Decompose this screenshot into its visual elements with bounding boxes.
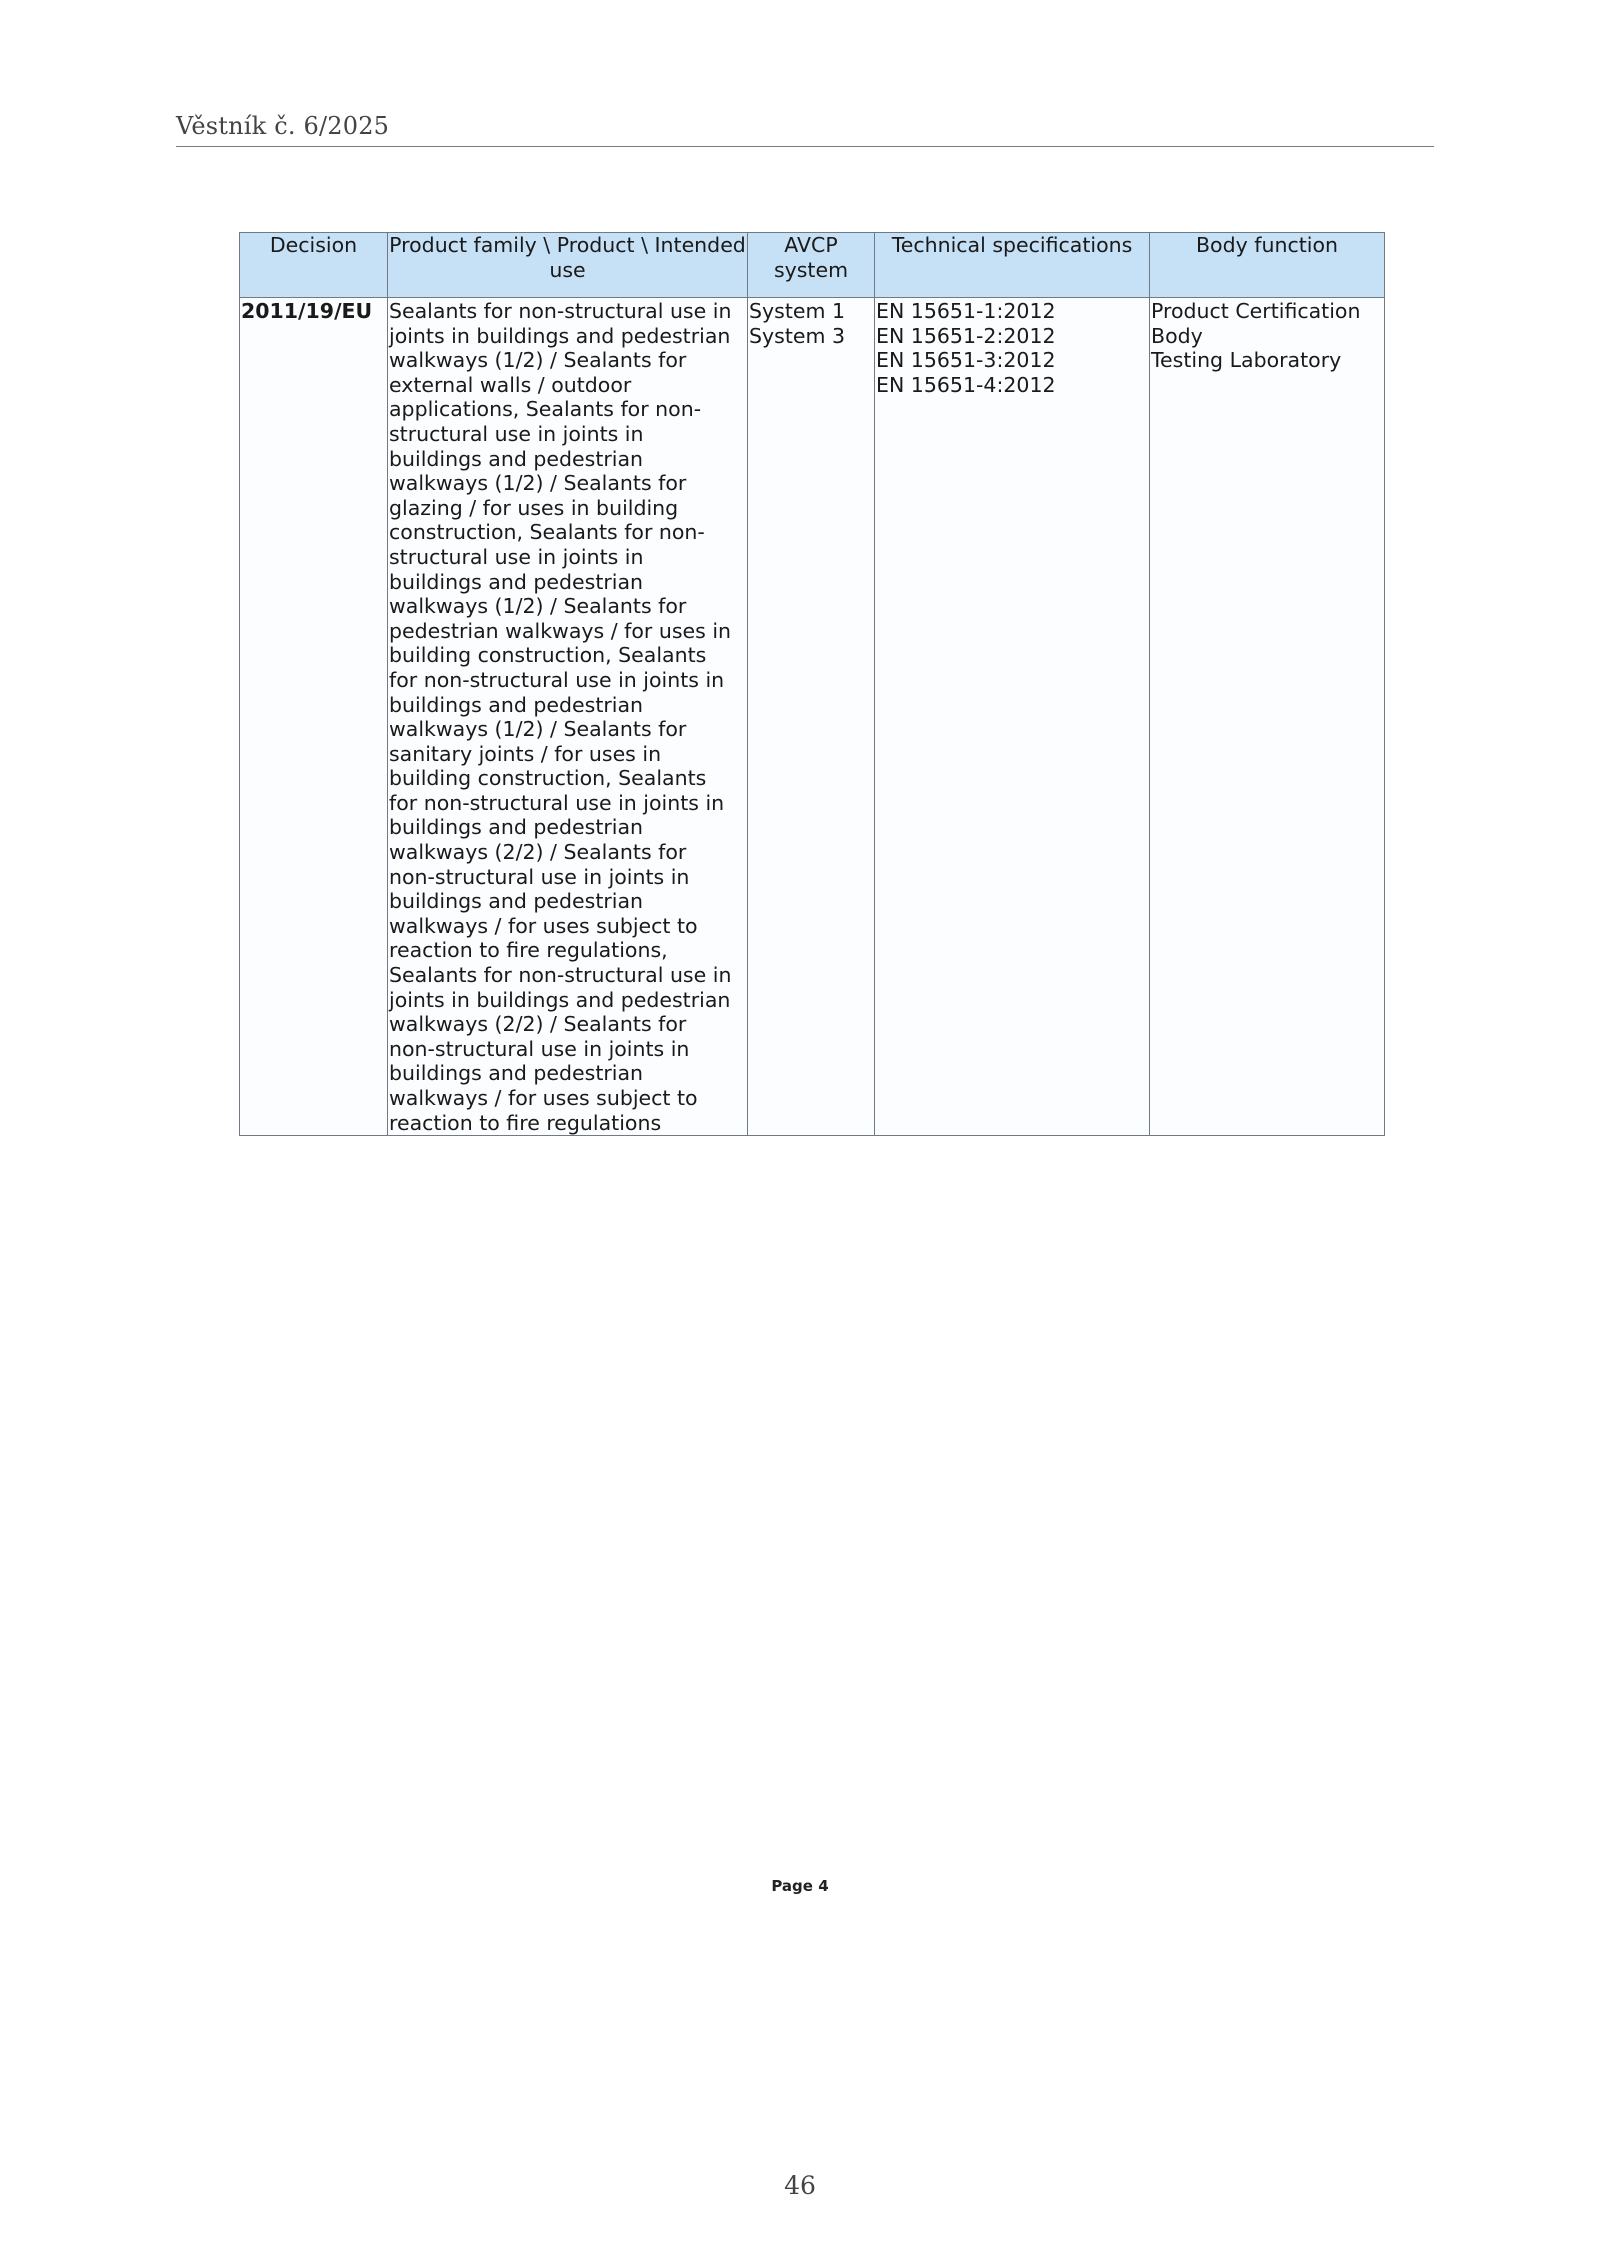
product-text-line: structural use in joints in xyxy=(389,544,644,569)
column-header-decision: Decision xyxy=(240,233,388,298)
specification-line: EN 15651-3:2012 xyxy=(876,348,1056,373)
product-text-line: walkways (1/2) / Sealants for xyxy=(389,348,687,373)
product-text-line: buildings and pedestrian xyxy=(389,889,644,914)
product-text-line: walkways (1/2) / Sealants for xyxy=(389,471,687,496)
product-text-line: walkways / for uses subject to xyxy=(389,1086,698,1110)
header-rule xyxy=(176,146,1434,147)
specification-line: EN 15651-1:2012 xyxy=(876,299,1056,323)
running-header: Věstník č. 6/2025 xyxy=(176,112,390,140)
product-text-line: reaction to fire regulations xyxy=(389,1110,662,1135)
product-text-line: building construction, Sealants xyxy=(389,643,707,668)
product-text-line: for non-structural use in joints in xyxy=(389,790,725,815)
product-text-line: reaction to fire regulations, xyxy=(389,938,668,963)
avcp-system-line: System 3 xyxy=(749,323,846,348)
column-header-body-function: Body function xyxy=(1150,233,1385,298)
table-header-row xyxy=(240,233,1385,298)
avcp-system-line: System 1 xyxy=(749,299,846,323)
product-text-line: buildings and pedestrian xyxy=(389,446,644,471)
product-text-line: walkways (2/2) / Sealants for xyxy=(389,840,687,865)
product-text-line: buildings and pedestrian xyxy=(389,815,644,840)
product-text-line: walkways (1/2) / Sealants for xyxy=(389,594,687,619)
data-table xyxy=(239,232,1385,1136)
column-header-specifications: Technical specifications xyxy=(875,233,1150,298)
product-text-line: buildings and pedestrian xyxy=(389,569,644,594)
product-text-line: structural use in joints in xyxy=(389,421,644,446)
product-cell xyxy=(388,298,748,1136)
column-header-avcp: AVCP system xyxy=(748,233,875,298)
product-text-line: applications, Sealants for non- xyxy=(389,397,702,422)
specification-line: EN 15651-2:2012 xyxy=(876,323,1056,348)
body-function-line: Product Certification xyxy=(1151,299,1361,323)
body-function-line: Testing Laboratory xyxy=(1151,348,1342,373)
product-text-line: construction, Sealants for non- xyxy=(389,520,705,545)
product-text-line: non-structural use in joints in xyxy=(389,864,690,889)
product-text-line: walkways / for uses subject to xyxy=(389,913,698,938)
product-text-line: for non-structural use in joints in xyxy=(389,667,725,692)
product-text-line: buildings and pedestrian xyxy=(389,692,644,717)
product-text-line: Sealants for non-structural use in xyxy=(389,963,732,988)
product-text-line: external walls / outdoor xyxy=(389,372,632,397)
avcp-cell xyxy=(748,298,875,1136)
product-text-line: joints in buildings and pedestrian xyxy=(389,987,731,1012)
product-text-line: pedestrian walkways / for uses in xyxy=(389,618,732,643)
specification-line: EN 15651-4:2012 xyxy=(876,372,1056,397)
decision-cell: 2011/19/EU xyxy=(240,298,388,1136)
table-row xyxy=(240,298,1385,1136)
product-text-line: walkways (2/2) / Sealants for xyxy=(389,1012,687,1037)
product-text-line: Sealants for non-structural use in xyxy=(389,299,732,323)
product-text-line: sanitary joints / for uses in xyxy=(389,741,662,766)
product-text-line: joints in buildings and pedestrian xyxy=(389,323,731,348)
body-function-line: Body xyxy=(1151,323,1203,348)
product-text-line: walkways (1/2) / Sealants for xyxy=(389,717,687,742)
product-text-line: buildings and pedestrian xyxy=(389,1061,644,1086)
page-label: Page 4 xyxy=(771,1877,829,1895)
product-text-line: glazing / for uses in building xyxy=(389,495,679,520)
body-function-cell xyxy=(1150,298,1385,1136)
product-text-line: non-structural use in joints in xyxy=(389,1036,690,1061)
column-header-product: Product family \ Product \ Intended use xyxy=(388,233,748,298)
specifications-cell xyxy=(875,298,1150,1136)
product-text-line: building construction, Sealants xyxy=(389,766,707,791)
page-number: 46 xyxy=(784,2171,816,2200)
